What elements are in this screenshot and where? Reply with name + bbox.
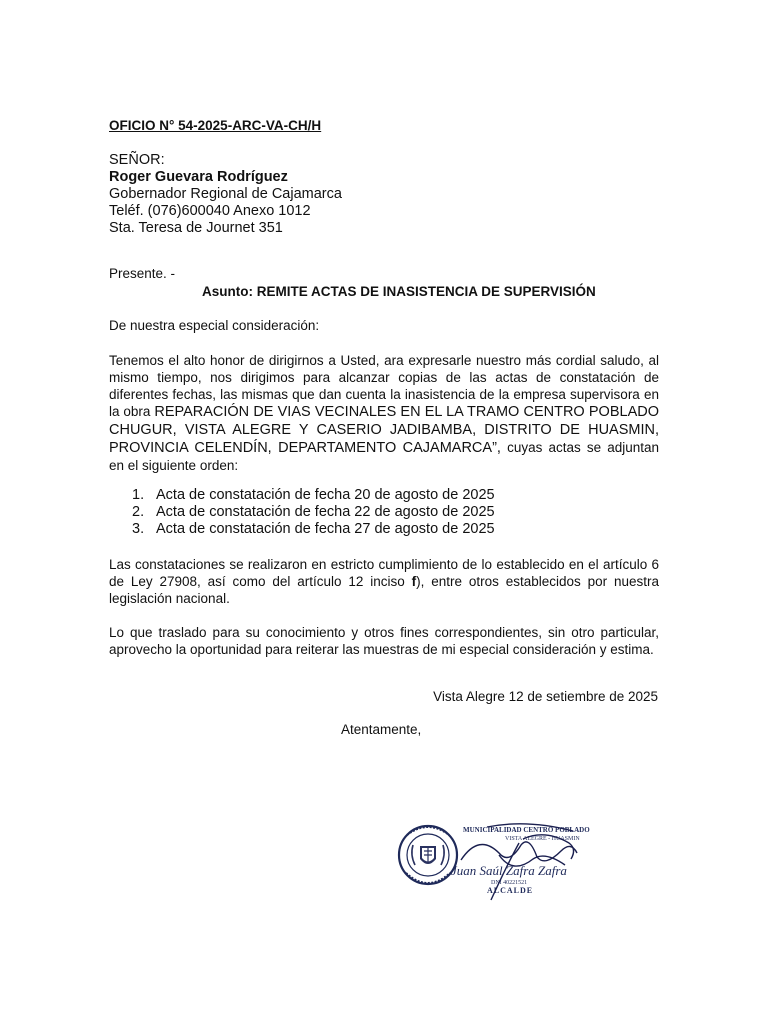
place-date: Vista Alegre 12 de setiembre de 2025 bbox=[433, 689, 658, 704]
list-item-text: Acta de constatación de fecha 20 de agosto de 2025 bbox=[156, 487, 495, 503]
recipient-salutation: SEÑOR: bbox=[109, 152, 165, 168]
stamp-place: VISTA ALEGRE - HUASMIN bbox=[505, 836, 580, 842]
subject-line: Asunto: REMITE ACTAS DE INASISTENCIA DE SUPERVISIÓN bbox=[202, 284, 596, 299]
seal-signature-graphic bbox=[395, 815, 590, 910]
presente-line: Presente. - bbox=[109, 266, 176, 281]
recipient-name: Roger Guevara Rodríguez bbox=[109, 169, 288, 185]
paragraph-intro-text: Tenemos el alto honor de dirigirnos a Usted, ara expresarle nuestro más cordial saludo, al mismo tiempo, nos dirigimos para alcanzar copias de las actas de constatación de diferentes fechas, las mismas que dan cuenta la inasistencia de la empresa supervisora en la obra bbox=[109, 353, 659, 419]
paragraph-legal-text: Las constataciones se realizaron en estricto cumplimiento de lo establecido en el artículo 6 de Ley 27908, así como del artículo 12 inciso bbox=[109, 557, 659, 589]
paragraph-closing: Lo que traslado para su conocimiento y otros fines correspondientes, sin otro particular, aprovecho la oportunidad para reiterar las muestras de mi especial consideración y estima. bbox=[109, 625, 659, 657]
stamp-id: DNI 40221521 bbox=[491, 880, 528, 886]
stamp-institution: MUNICIPALIDAD CENTRO POBLADO bbox=[463, 826, 590, 834]
round-seal-icon bbox=[399, 826, 457, 884]
signature-stamp bbox=[451, 826, 590, 895]
paragraph-intro-end: cuyas actas se adjuntan en el siguiente orden: bbox=[109, 440, 659, 473]
closing-line: Atentamente, bbox=[341, 722, 422, 737]
list-item-text: Acta de constatación de fecha 27 de agosto de 2025 bbox=[156, 521, 495, 537]
stamp-signer: Juan Saúl Zafra Zafra bbox=[451, 863, 567, 878]
stamp-title: ALCALDE bbox=[487, 886, 534, 895]
document-reference: OFICIO N° 54-2025-ARC-VA-CH/H bbox=[109, 118, 322, 133]
recipient-phone: Teléf. (076)600040 Anexo 1012 bbox=[109, 203, 311, 219]
project-name: REPARACIÓN DE VIAS VECINALES EN EL LA TRAMO CENTRO POBLADO CHUGUR, VISTA ALEGRE Y CASERIO JADIBAMBA, DISTRITO DE HUASMIN, PROVINCIA CELENDÍN, DEPARTAMENTO CAJAMARCA”, bbox=[109, 404, 659, 456]
paragraph-intro bbox=[109, 352, 659, 474]
recipient-position: Gobernador Regional de Cajamarca bbox=[109, 186, 342, 202]
recipient-block bbox=[109, 152, 342, 237]
seal-and-signature bbox=[395, 815, 590, 910]
list-item bbox=[132, 504, 495, 521]
list-item-number: 3. bbox=[132, 521, 145, 537]
greeting-line: De nuestra especial consideración: bbox=[109, 318, 320, 333]
list-item-number: 2. bbox=[132, 504, 145, 520]
paragraph-legal bbox=[109, 556, 659, 607]
paragraph-legal-end: ), entre otros establecidos por nuestra legislación nacional. bbox=[109, 574, 659, 606]
list-item bbox=[132, 521, 495, 538]
list-item-number: 1. bbox=[132, 487, 145, 503]
paragraph-legal-bold: f bbox=[411, 574, 417, 589]
recipient-address: Sta. Teresa de Journet 351 bbox=[109, 220, 283, 236]
list-item bbox=[132, 487, 495, 504]
list-item-text: Acta de constatación de fecha 22 de agosto de 2025 bbox=[156, 504, 495, 520]
acts-list bbox=[132, 487, 495, 538]
